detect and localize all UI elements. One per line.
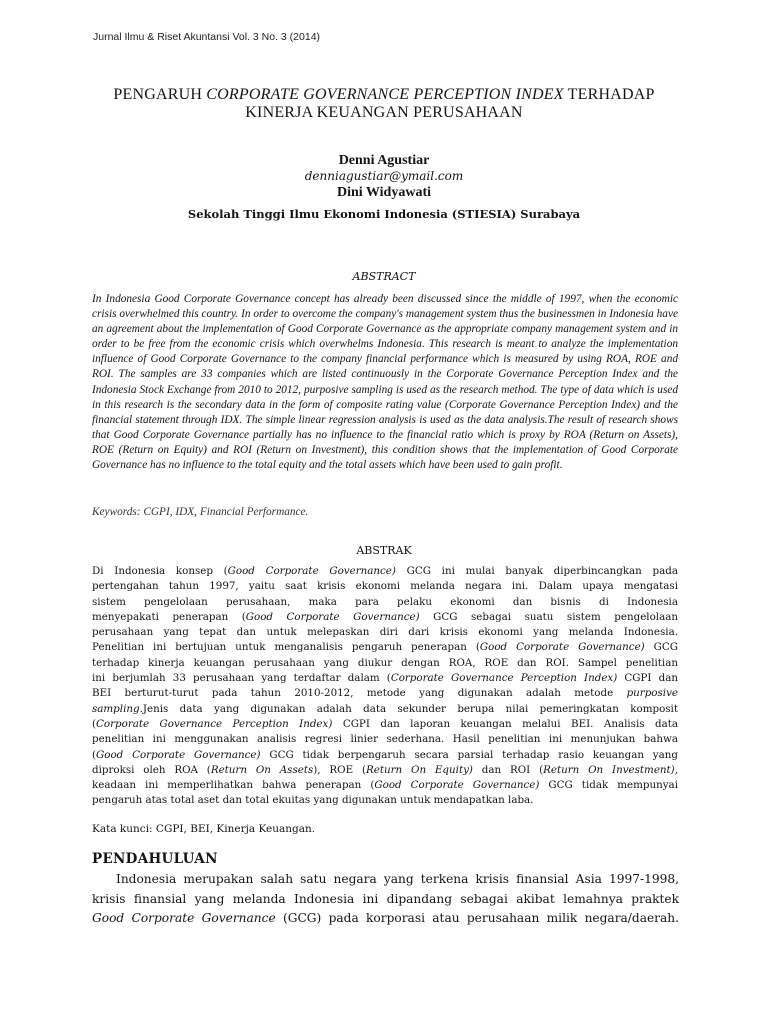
abstrak-line: (Good Corporate Governance) GCG tidak berpengaruh secara parsial terhadap rasio keuangan yang — [92, 748, 678, 761]
institution: Sekolah Tinggi Ilmu Ekonomi Indonesia (STIESIA) Surabaya — [187, 207, 581, 221]
abstrak-line: BEI berturut-turut pada tahun 2010-2012, metode yang digunakan adalah metode purposive — [92, 687, 678, 700]
italic-term: Return On Assets — [210, 763, 314, 776]
abstrak-line: pertengahan tahun 1997, yaitu saat krisis ekonomi melanda negara ini. Dalam upaya mengatasi — [92, 580, 678, 593]
abstrak-line: sampling.Jenis data yang digunakan adalah data sekunder berupa nilai pemeringkatan komposit — [92, 702, 678, 715]
title-line1-post: TERHADAP — [563, 86, 655, 103]
italic-term: Corporate Governance Perception Index) — [390, 672, 618, 685]
abstrak-line: keadaan ini memperlihatkan bahwa penerapan (Good Corporate Governance) GCG tidak mempunyai — [92, 779, 678, 792]
author-email: denniagustiar@ymail.com — [304, 169, 464, 183]
abstrak-indonesian — [92, 564, 678, 809]
intro-line: Indonesia merupakan salah satu negara yang terkena krisis finansial Asia 1997-1998, — [116, 872, 679, 886]
title-line1-italic: CORPORATE GOVERNANCE PERCEPTION INDEX — [206, 86, 564, 103]
italic-term: Good Corporate Governance) — [96, 748, 261, 761]
keywords-indonesian: Kata kunci: CGPI, BEI, Kinerja Keuangan. — [92, 823, 316, 835]
abstrak-line: ini berjumlah 33 perusahaan yang terdaftar dalam (Corporate Governance Perception Index) CGPI dan — [92, 672, 678, 685]
intro-line: Good Corporate Governance (GCG) pada korporasi atau perusahaan milik negara/daerah. — [92, 911, 679, 925]
section-heading-pendahuluan: PENDAHULUAN — [92, 851, 218, 867]
abstrak-line: Penelitian ini bertujuan untuk menganalisis pengaruh penerapan (Good Corporate Governance) GCG — [92, 641, 678, 654]
abstrak-line: menyepakati penerapan (Good Corporate Governance) GCG sebagai suatu sistem pengelolaan — [92, 610, 678, 623]
abstrak-line: (Corporate Governance Perception Index) CGPI dan laporan keuangan melalui BEI. Analisis data — [92, 717, 678, 730]
italic-term: Return On Investment), — [543, 763, 678, 776]
italic-term: Return On Equity) — [365, 763, 473, 776]
italic-term: Good Corporate Governance) — [227, 565, 396, 577]
journal-header: Jurnal Ilmu & Riset Akuntansi Vol. 3 No. 3 (2014) — [93, 31, 321, 43]
abstrak-line: Di Indonesia konsep (Good Corporate Governance) GCG ini mulai banyak diperbincangkan pada — [92, 565, 678, 577]
abstrak-line: penelitian ini menggunakan analisis regresi linier sederhana. Hasil penelitian ini menunjukan bahwa — [92, 733, 678, 746]
italic-term: sampling — [92, 702, 140, 715]
italic-term: Corporate Governance Perception Index) — [96, 717, 333, 730]
italic-term: Good Corporate Governance) — [245, 610, 420, 623]
italic-term: Good Corporate Governance) — [374, 779, 540, 792]
title-line2: KINERJA KEUANGAN PERUSAHAAN — [245, 104, 523, 121]
italic-term: Good Corporate Governance) — [479, 641, 645, 654]
author-2: Dini Widyawati — [336, 185, 431, 200]
abstrak-line: pengaruh atas total aset dan total ekuitas yang digunakan untuk mendapatkan laba. — [92, 794, 534, 807]
abstrak-heading: ABSTRAK — [356, 544, 412, 557]
italic-term: Good Corporate Governance — [92, 911, 276, 925]
italic-term: purposive — [626, 687, 678, 700]
abstrak-line: sistem pengelolaan perusahaan, maka para pelaku ekonomi dan bisnis di Indonesia — [92, 595, 678, 608]
abstract-english: In Indonesia Good Corporate Governance concept has already been discussed since the middle of 1997, when the economic crisis overwhelmed this country. In order to overcome the company's management system thus the businessmen in Indonesia have an agreement about the implementation of Good Corporate Governance as the appropriate company management system and in order to be free from the economic crisis which overwhelms Indonesia. This research is meant to analyze the implementation influence of Good Corporate Governance to the company financial performance which is measured by using ROA, ROE and ROI. The samples are 33 companies which are listed continuously in the Corporate Governance Perception Index and the Indonesia Stock Exchange from 2010 to 2012, purposive sampling is used as the research method. The type of data which is used in this research is the secondary data in the form of composite rating value (Corporate Governance Perception Index) and the financial statement through IDX. The simple linear regression analysis is used as the data analysis.The result of research shows that Good Corporate Governance partially has no influence to the financial ratio which is proxy by ROA (Return on Assets), ROE (Return on Equity) and ROI (Return on Investment), this condition shows that the implementation of Good Corporate Governance has no influence to the total equity and the total assets which have been used to gain profit. — [92, 293, 678, 472]
keywords-english: Keywords: CGPI, IDX, Financial Performance. — [92, 506, 309, 518]
intro-line: krisis finansial yang melanda Indonesia ini dipandang sebagai akibat lemahnya praktek — [92, 891, 679, 906]
paper-title — [80, 86, 688, 122]
author-1: Denni Agustiar — [338, 153, 430, 168]
introduction-paragraph — [92, 870, 679, 929]
abstrak-line: perusahaan yang tepat dan untuk melepaskan diri dari krisis ekonomi yang melanda Indonesia. — [92, 626, 678, 639]
abstrak-line: terhadap kinerja keuangan perusahaan yang diukur dengan ROA, ROE dan ROI. Sampel penelitian — [92, 656, 678, 669]
title-line1-pre: PENGARUH — [113, 86, 207, 103]
abstrak-line: diproksi oleh ROA (Return On Assets), ROE (Return On Equity) dan ROI (Return On Investment), — [92, 763, 678, 776]
abstract-heading: ABSTRACT — [352, 270, 416, 283]
